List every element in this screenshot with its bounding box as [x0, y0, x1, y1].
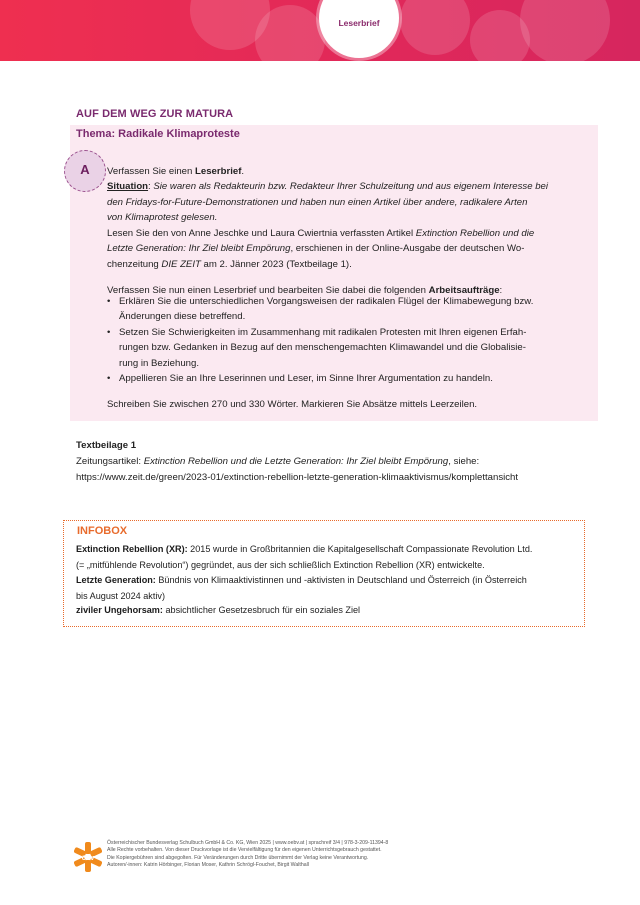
header-tab-label: Leserbrief: [338, 18, 380, 28]
footer-line: Alle Rechte vorbehalten. Von dieser Druckvorlage ist die Vervielfältigung für den eigenen Unterrichtsgebrauch gestattet.: [107, 847, 382, 854]
task-closing: Schreiben Sie zwischen 270 und 330 Wörter. Markieren Sie Absätze mittels Leerzeilen.: [107, 399, 478, 410]
task-intro: Verfassen Sie einen Leserbrief.: [107, 166, 245, 177]
bullet-3-line-1: Appellieren Sie an Ihre Leserinnen und Leser, im Sinne Ihrer Argumentation zu handeln.: [119, 373, 493, 384]
bullet-2-line-2: rungen bzw. Gedanken in Bezug auf den menschengemachten Klimawandel und die Globalisie-: [119, 342, 526, 353]
oebv-logo: [74, 842, 102, 872]
situation-line-3: von Klimaprotest gelesen.: [107, 212, 218, 223]
read-line-3: chenzeitung DIE ZEIT am 2. Jänner 2023 (Textbeilage 1).: [107, 259, 352, 270]
task-badge-letter: A: [80, 162, 90, 177]
infobox-xr-line-2: (= „mitfühlende Revolution“) gegründet, aus der sich schließlich Extinction Rebellion (XR) entwickelte.: [76, 560, 485, 570]
assignment-intro: Verfassen Sie nun einen Leserbrief und bearbeiten Sie dabei die folgenden Arbeitsaufträge:: [107, 285, 503, 296]
infobox-zu-line: ziviler Ungehorsam: absichtlicher Gesetzesbruch für ein soziales Ziel: [76, 605, 361, 615]
bullet-2-line-1: Setzen Sie Schwierigkeiten im Zusammenhang mit radikalen Protesten mit Ihren eigenen Erfah-: [119, 327, 527, 338]
textbeilage-title: Textbeilage 1: [76, 440, 137, 451]
bullet-marker: •: [107, 296, 111, 307]
textbeilage-source: Zeitungsartikel: Extinction Rebellion und die Letzte Generation: Ihr Ziel bleibt Empörung, siehe:: [76, 456, 480, 467]
footer-line: Die Kopiergebühren sind abgegolten. Für Veränderungen durch Dritte übernimmt der Verlag keine Verantwortung.: [107, 854, 369, 861]
task-badge: [64, 150, 106, 192]
infobox-xr-line-1: Extinction Rebellion (XR): 2015 wurde in Großbritannien die Kapitalgesellschaft Compassionate Revolution Ltd.: [76, 544, 533, 554]
situation-line-1: Situation: Sie waren als Redakteurin bzw. Redakteur Ihrer Schulzeitung und aus eigenem Interesse bei: [107, 181, 549, 192]
textbeilage-url[interactable]: https://www.zeit.de/green/2023-01/extinction-rebellion-letzte-generation-klimaaktivismus/komplettansicht: [76, 472, 519, 483]
bullet-1-line-2: Änderungen diese betreffend.: [119, 311, 246, 322]
bullet-marker: •: [107, 327, 111, 338]
read-line-2: Letzte Generation: Ihr Ziel bleibt Empörung, erschienen in der Online-Ausgabe der deutschen Wo-: [107, 243, 525, 254]
section-title: AUF DEM WEG ZUR MATURA: [76, 108, 234, 120]
situation-line-2: den Fridays-for-Future-Demonstrationen und haben nun einen Artikel über andere, radikalere Arten: [107, 197, 528, 208]
footer-text: [107, 840, 388, 869]
infobox-lg-line-2: bis August 2024 aktiv): [76, 591, 165, 601]
bullet-2-line-3: rung in Beziehung.: [119, 358, 200, 369]
bullet-1-line-1: Erklären Sie die unterschiedlichen Vorgangsweisen der radikalen Flügel der Klimabewegung bzw.: [119, 296, 534, 307]
theme-title: Thema: Radikale Klimaproteste: [76, 128, 240, 140]
footer-line: Autoren/-innen: Katrin Hörbinger, Florian Moser, Kathrin Schrögl-Fouchet, Birgit Walthall: [107, 861, 309, 868]
bullet-marker: •: [107, 373, 111, 384]
infobox-lg-line-1: Letzte Generation: Bündnis von Klimaaktivistinnen und -aktivisten in Deutschland und Österreich (in Österreich: [76, 575, 527, 585]
read-line-1: Lesen Sie den von Anne Jeschke und Laura Cwiertnia verfassten Artikel Extinction Rebellion und die: [107, 228, 535, 239]
infobox-title: INFOBOX: [77, 525, 128, 537]
footer-line: Österreichischer Bundesverlag Schulbuch GmbH & Co. KG, Wien 2025 | www.oebv.at | sprachreif 3/4 | 978-3-209-11394-8: [107, 840, 389, 846]
svg-text:öbv: öbv: [81, 855, 95, 862]
